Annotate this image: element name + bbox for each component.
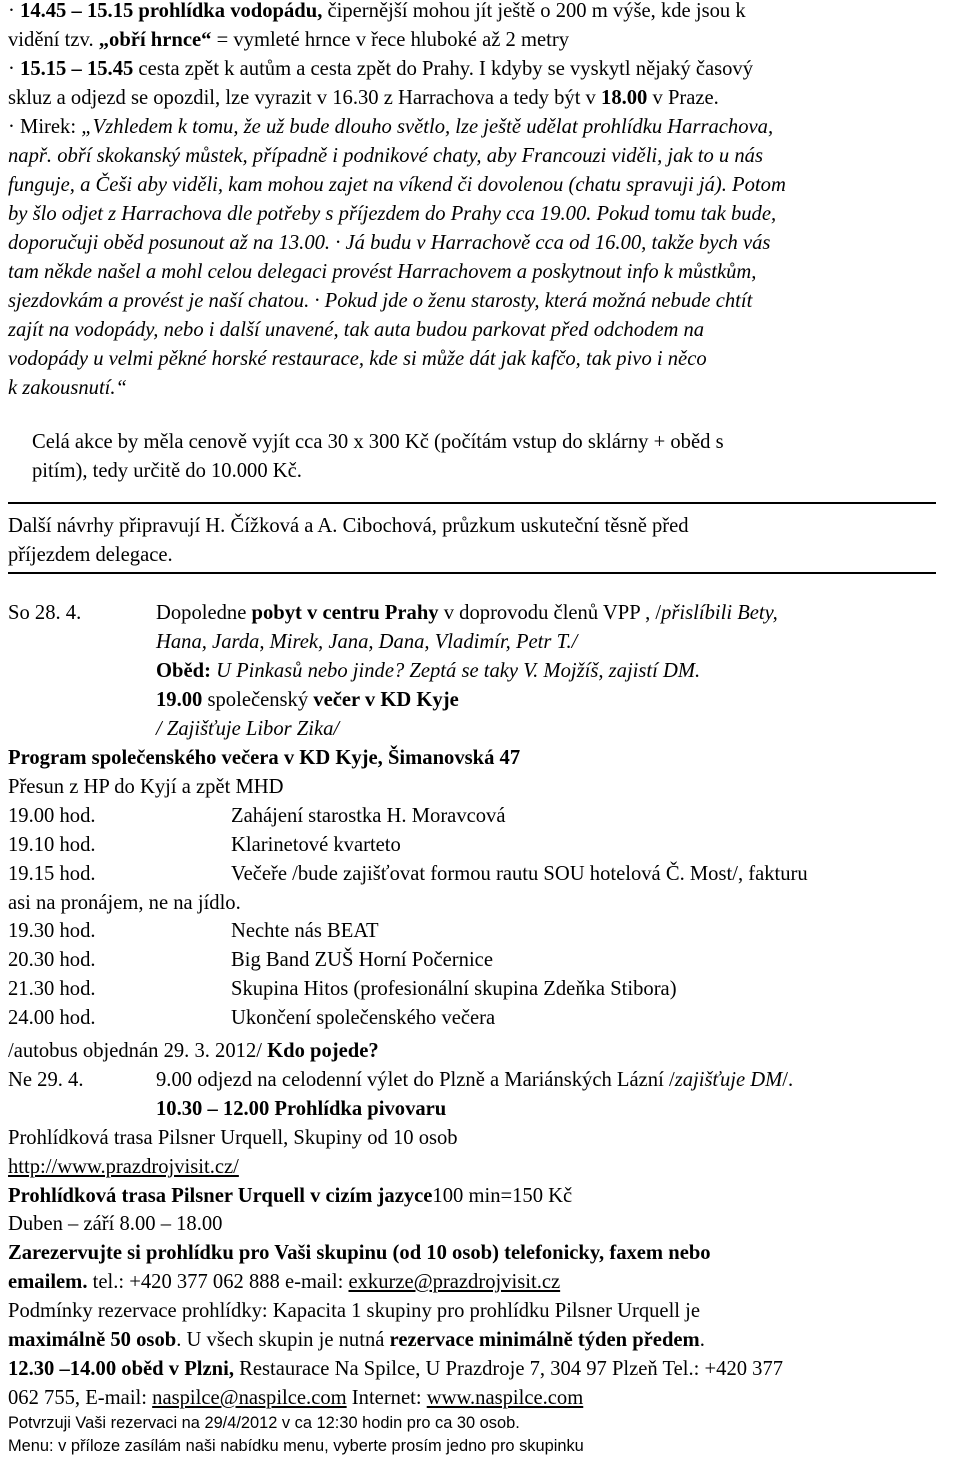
- confirmation-note: Potvrzuji Vaši rezervaci na 29/4/2012 v ca 12:30 hodin pro ca 30 osob.: [8, 1414, 520, 1432]
- proposals-line-2: příjezdem delegace.: [8, 544, 173, 566]
- reservation-line-1: Zarezervujte si prohlídku pro Vaši skupinu (od 10 osob) telefonicky, faxem nebo: [8, 1242, 711, 1264]
- menu-note: Menu: v příloze zasílám naši nabídku menu, vyberte prosím jedno pro skupinku: [8, 1437, 584, 1455]
- divider-bottom: [8, 572, 936, 574]
- mirek-line-10: k zakousnutí.“: [8, 377, 127, 399]
- program-time: 20.30 hod.: [8, 949, 96, 971]
- program-item: Ukončení společenského večera: [231, 1007, 496, 1029]
- tour-route: Prohlídková trasa Pilsner Urquell, Skupiny od 10 osob: [8, 1127, 458, 1149]
- program-item: Večeře /bude zajišťovat formou rautu SOU hotelová Č. Most/, fakturu: [231, 863, 808, 885]
- program-item: Nechte nás BEAT: [231, 920, 379, 942]
- saturday-lunch: Oběd: U Pinkasů nebo jinde? Zeptá se taky V. Mojžíš, zajistí DM.: [156, 660, 701, 682]
- program-item: Zahájení starostka H. Moravcová: [231, 805, 506, 827]
- restaurant-web-link[interactable]: www.naspilce.com: [426, 1387, 584, 1409]
- mirek-line-9: vodopády u velmi pěkné horské restaurace, kde si může dát jak kafčo, tak pivo i něco: [8, 348, 707, 370]
- restaurant-email-link[interactable]: naspilce@naspilce.com: [152, 1387, 347, 1409]
- sunday-date: Ne 29. 4.: [8, 1069, 84, 1091]
- saturday-date: So 28. 4.: [8, 602, 82, 624]
- sunday-brewery-tour: 10.30 – 12.00 Prohlídka pivovaru: [156, 1098, 447, 1120]
- mirek-line-4: by šlo odjet z Harrachova dle potřeby s příjezdem do Prahy cca 19.00. Pokud tomu tak bude,: [8, 203, 777, 225]
- bus-note: /autobus objednán 29. 3. 2012/ Kdo pojede?: [8, 1040, 379, 1062]
- cost-line-2: pitím), tedy určitě do 10.000 Kč.: [32, 460, 302, 482]
- mirek-line-3: funguje, a Češi aby viděli, kam mohou zajet na víkend či dovolenou (chatu spravuji já). Potom: [8, 174, 786, 196]
- mirek-prefix: · Mirek:: [8, 116, 82, 138]
- prazdroj-link[interactable]: http://www.prazdrojvisit.cz/: [8, 1156, 239, 1178]
- cost-line-1: Celá akce by měla cenově vyjít cca 30 x 300 Kč (počítám vstup do sklárny + oběd s: [32, 431, 724, 453]
- walk-line-3: · 15.15 – 15.45 cesta zpět k autům a cesta zpět do Prahy. I kdyby se vyskytl nějaký časový: [8, 58, 754, 80]
- reservation-line-2: emailem. tel.: +420 377 062 888 e-mail: exkurze@prazdrojvisit.cz: [8, 1271, 561, 1293]
- program-time: 21.30 hod.: [8, 978, 96, 1000]
- program-transfer: Přesun z HP do Kyjí a zpět MHD: [8, 776, 284, 798]
- walk-line-4: skluz a odjezd se opozdil, lze vyrazit v 16.30 z Harrachova a tedy být v 18.00 v Praze.: [8, 87, 719, 109]
- mirek-line-8: zajít na vodopády, nebo i další unavené, tak auta budou parkovat před odchodem na: [8, 319, 705, 341]
- program-title: Program společenského večera v KD Kyje, Šimanovská 47: [8, 747, 521, 769]
- program-time: 24.00 hod.: [8, 1007, 96, 1029]
- program-time: 19.00 hod.: [8, 805, 96, 827]
- walk-line-2: vidění tzv. „obří hrnce“ = vymleté hrnce v řece hluboké až 2 metry: [8, 29, 569, 51]
- walk-line-1: · 14.45 – 15.15 prohlídka vodopádu, čipernější mohou jít ještě o 200 m výše, kde jsou k: [8, 0, 746, 22]
- saturday-line-2: Hana, Jarda, Mirek, Jana, Dana, Vladimír, Petr T./: [156, 631, 578, 653]
- program-time: 19.30 hod.: [8, 920, 96, 942]
- saturday-evening: 19.00 společenský večer v KD Kyje: [156, 689, 459, 711]
- program-item: Skupina Hitos (profesionální skupina Zdeňka Stibora): [231, 978, 677, 1000]
- mirek-line-5: doporučuji oběd posunout až na 13.00. · Já budu v Harrachově cca od 16.00, takže bych vás: [8, 232, 771, 254]
- saturday-organizer: / Zajišťuje Libor Zika/: [156, 718, 340, 740]
- program-time: 19.15 hod.: [8, 863, 96, 885]
- saturday-line-1: Dopoledne pobyt v centru Prahy v doprovodu členů VPP , /přislíbili Bety,: [156, 602, 778, 624]
- conditions-line-2: maximálně 50 osob. U všech skupin je nutná rezervace minimálně týden předem.: [8, 1329, 705, 1351]
- program-time: 19.10 hod.: [8, 834, 96, 856]
- sunday-line-1: 9.00 odjezd na celodenní výlet do Plzně a Mariánských Lázní /zajišťuje DM/.: [156, 1069, 794, 1091]
- lunch-line-1: 12.30 –14.00 oběd v Plzni, Restaurace Na Spilce, U Prazdroje 7, 304 97 Plzeň Tel.: +420 377: [8, 1358, 784, 1380]
- mirek-line-7: sjezdovkám a provést je naší chatou. · Pokud jde o ženu starosty, která možná nebude chtít: [8, 290, 753, 312]
- mirek-line-2: např. obří skokanský můstek, případně i podnikové chaty, aby Francouzi viděli, jak to u nás: [8, 145, 763, 167]
- mirek-line-1: [8, 113, 773, 142]
- email-link[interactable]: exkurze@prazdrojvisit.cz: [348, 1271, 561, 1293]
- mirek-line-6: tam někde našel a mohl celou delegaci provést Harrachovem a poskytnout info k můstkům,: [8, 261, 757, 283]
- tour-season: Duben – září 8.00 – 18.00: [8, 1213, 223, 1235]
- program-item: Klarinetové kvarteto: [231, 834, 401, 856]
- proposals-line-1: Další návrhy připravují H. Čížková a A. Cibochová, průzkum uskuteční těsně před: [8, 515, 689, 537]
- lunch-line-2: 062 755, E-mail: naspilce@naspilce.com Internet: www.naspilce.com: [8, 1387, 584, 1409]
- program-item-continuation: asi na pronájem, ne na jídlo.: [8, 892, 241, 914]
- conditions-line-1: Podmínky rezervace prohlídky: Kapacita 1 skupiny pro prohlídku Pilsner Urquell je: [8, 1300, 701, 1322]
- mirek-quote-start: „Vzhledem k tomu, že už bude dlouho světlo, lze ještě udělat prohlídku Harrachova,: [81, 116, 774, 138]
- divider-top: [8, 502, 936, 504]
- tour-foreign-language: Prohlídková trasa Pilsner Urquell v cizím jazyce100 min=150 Kč: [8, 1185, 573, 1207]
- program-item: Big Band ZUŠ Horní Počernice: [231, 949, 493, 971]
